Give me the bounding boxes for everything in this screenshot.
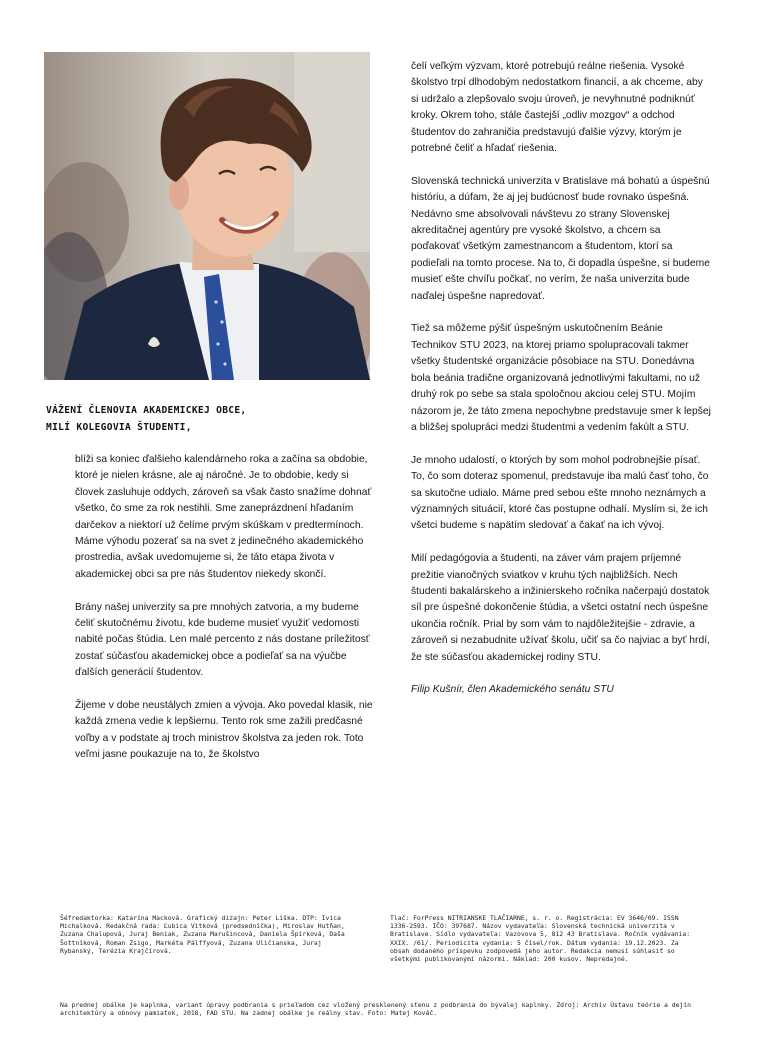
- article-right-column: [411, 59, 711, 715]
- article-left-column: [75, 452, 375, 780]
- author-signature: Filip Kušnír, člen Akademického senátu STU: [411, 684, 614, 696]
- colophon-editorial: Šéfredaktorka: Katarína Macková. Grafický dizajn: Peter Liška. DTP: Ivica Michalková. Redakčná rada: Ľubica Vitková (predsedníčka), Miroslav Hutňan, Zuzana Chalupová, Juraj Beniak, Zuzana Marušincová, Daniela Špirková, Daša Šottníková, Roman Zsigo, Markéta Pálffyová, Zuzana Uličianska, Juraj Rybanský, Terézia Krajčírová.: [60, 914, 345, 955]
- salutation-line-1: VÁŽENÍ ČLENOVIA AKADEMICKEJ OBCE,: [46, 405, 247, 416]
- paragraph: Tiež sa môžeme pýšiť úspešným uskutočnením Beánie Technikov STU 2023, na ktorej priamo spolupracovali takmer všetky študentské organizácie pôsobiace na STU. Donedávna bola beánia tradične organizovaná jednotlivými fakultami, no už druhý rok po sebe sa stala spoločnou akciou celej STU. Mojím názorom je, že táto zmena nepochybne predstavuje smer k lepšej a bližšej spolupráci medzi študentmi a vedením fakúlt a STU.: [411, 323, 711, 433]
- portrait-photo: [44, 52, 370, 380]
- cover-photo-note: Na prednej obálke je kaplnka, variant úpravy podbrania s prieľadom cez vložený presklenený stenu z podbrania do bývalej kaplnky. Zdroj: Archív Ústavu teórie a dejín architektúry a obnovy pamiatok, 2018, FAD STU. Na zadnej obálke je reálny stav. Foto: Matej Kováč.: [60, 1001, 691, 1018]
- paragraph: Slovenská technická univerzita v Bratislave má bohatú a úspešnú históriu, a dúfam, že aj jej budúcnosť bude rovnako úspešná. Nedávno sme absolvovali návštevu zo strany Slovenskej akreditačnej agentúry pre vysoké školstvo, a chcem sa poďakovať všetkým zamestnancom a študentom, ktorí sa podieľali na tomto procese. Na to, či dopadla úspešne, si budeme musieť ešte chvíľu počkať, no verím, že naša univerzita bude naďalej úspešne napredovať.: [411, 175, 710, 302]
- paragraph: Brány našej univerzity sa pre mnohých zatvoria, a my budeme čeliť skutočnému životu, kde budeme musieť využiť vedomosti nabité počas štúdia. Len malé percento z nás dostane príležitosť zostať súčasťou akademickej obce a podieľať sa na výučbe ďalších generácií študentov.: [75, 601, 370, 679]
- colophon-publisher: Tlač: ForPress NITRIANSKE TLAČIARNE, s. r. o. Registrácia: EV 3646/09. ISSN 1336-2593. IČO: 397687. Názov vydavateľa: Slovenská technická univerzita v Bratislave. Sídlo vydavateľa: Vazovova 5, 812 43 Bratislava. Ročník vydávania: XXIX. /61/. Periodicita vydania: 5 čísel/rok. Dátum vydania: 19.12.2023. Za obsah dodaného príspevku zodpovedá jeho autor. Redakcia nemusí súhlasiť so všetkými publikovanými názormi. Náklad: 200 kusov. Nepredajné.: [390, 914, 691, 964]
- salutation-line-2: MILÍ KOLEGOVIA ŠTUDENTI,: [46, 422, 192, 433]
- paragraph: Je mnoho udalostí, o ktorých by som mohol podrobnejšie písať. To, čo som doteraz spomenul, predstavuje iba malú časť toho, čo sa skutočne udialo. Máme pred sebou ešte mnoho neznámych a významných situácií, ktoré čas postupne odhalí. Myslím si, že ich všetci budeme s napätím sledovať a čakať na ich vývoj.: [411, 454, 709, 532]
- paragraph: blíži sa koniec ďalšieho kalendárneho roka a začína sa obdobie, ktoré je nielen krásne, ale aj náročné. Je to obdobie, kedy si človek zasluhuje oddych, zároveň sa však často snažíme dohnať všetko, čo sme za rok nestihli. Sme zaneprázdnení hľadaním darčekov a niektorí už čelíme prvým skúškam v predtermínoch. Máme výhodu pozerať sa na svet z jedinečného akademického prostredia, avšak uvedomujeme si, že táto etapa života v akademickej obci sa pre nás študentov niekedy skončí.: [75, 454, 372, 580]
- paragraph: čelí veľkým výzvam, ktoré potrebujú reálne riešenia. Vysoké školstvo trpí dlhodobým nedostatkom financií, a ak chceme, aby si udržalo a zlepšovalo svoju úroveň, je nevyhnutné podniknúť kroky. Okrem toho, stále častejší „odliv mozgov“ a odchod študentov do zahraničia predstavujú ďalšie výzvy, ktorým je potrebné čeliť a hľadať riešenia.: [411, 61, 703, 155]
- paragraph: Žijeme v dobe neustálych zmien a vývoja. Ako povedal klasik, nie každá zmena vedie k lepšiemu. Tento rok sme zažili predčasné voľby a v podstate aj troch ministrov školstva za jeden rok. Toto veľmi jasne poukazuje na to, že školstvo: [75, 700, 373, 761]
- salutation: [46, 402, 376, 436]
- paragraph: Milí pedagógovia a študenti, na záver vám prajem príjemné prežitie vianočných sviatkov v kruhu tých najbližších. Nech študenti bakalárskeho a inžinierskeho ročníka načerpajú dostatok síl pre úspešné dokončenie štúdia, a všetci ostatní nech úspešne ukončia ročník. Prial by som vám to najdôležitejšie - zdravie, a zároveň si nezabudnite užívať školu, učiť sa čo najviac a byť hrdí, že ste súčasťou akademickej rodiny STU.: [411, 553, 710, 663]
